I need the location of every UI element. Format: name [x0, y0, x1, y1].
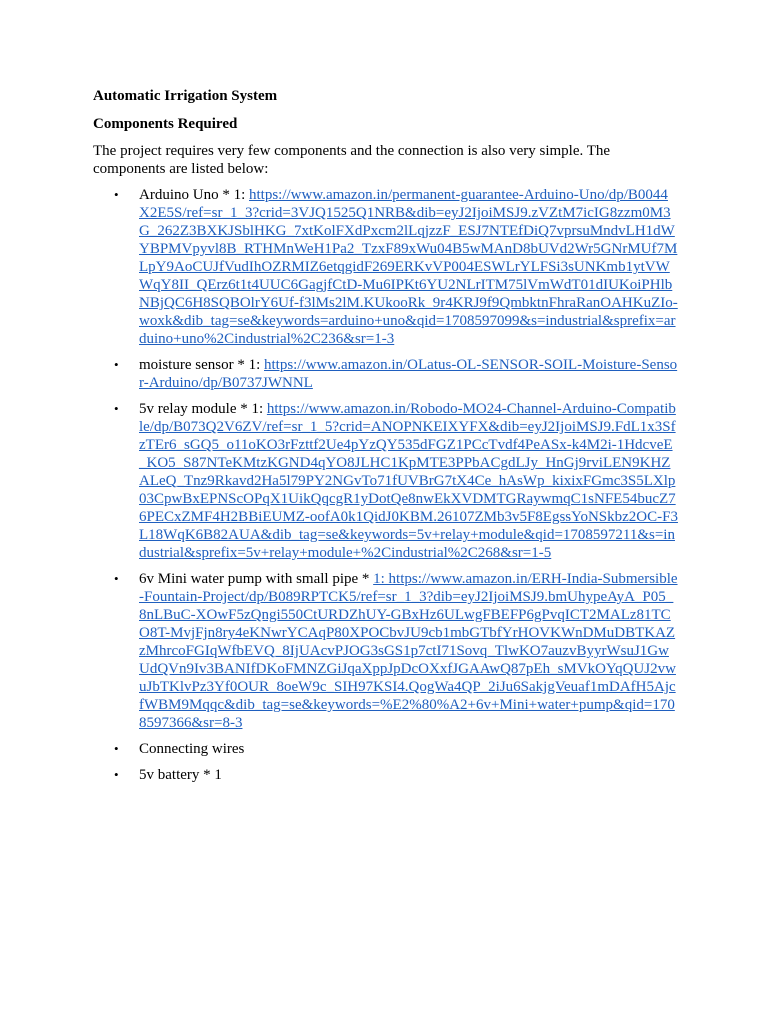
list-item [93, 356, 678, 392]
list-item [93, 400, 678, 562]
list-item [93, 570, 678, 732]
bullet-icon: • [114, 401, 119, 416]
amazon-link-water-pump[interactable]: 1: https://www.amazon.in/ERH-India-Submersible-Fountain-Project/dp/B089RPTCK5/ref=sr_1_3?dib=eyJ2IjoiMSJ9.bmUhypeAyA_P05_8nLBuC-XOwF5zQngi550CtURDZhUY-GBxHz6ULwgFBEFP6gPvqICT2MALz81TCO8T-MvjFjn8ry4eKNwrYCAqP80XPOCbvJU9cb1mbGTbfYrHOVKWnDMuDBTKAZzMhrcoFGIqWfbEVQ_8IjUAcvPJOG3sGS1p7ctI71Sovq_TlwKO7auzvByyrWsuJ1GwUdQVn9Iv3BANIfDKoFMNZGiJqaXppJpDcOXxfJGAAwQ87pEh_sMVkOYqQUJ2vwuJbTKlvPz3Yf0OUR_8oeW9c_SIH97KSI4.QogWa4QP_2iJu6SakjgVeuaf1mDAfH5AjcfWBM9Mqqc&dib_tag=se&keywords=%E2%80%A2+6v+Mini+water+pump&qid=1708597366&sr=8-3 [139, 571, 678, 731]
list-item-label: 5v battery * 1 [139, 767, 222, 783]
bullet-icon: • [114, 187, 119, 202]
list-item-label: 5v relay module * 1: [139, 401, 264, 417]
amazon-link-arduino[interactable]: https://www.amazon.in/permanent-guarantee-Arduino-Uno/dp/B0044X2E5S/ref=sr_1_3?crid=3VJQ1525Q1NRB&dib=eyJ2IjoiMSJ9.zVZtM7icIG8zzm0M3G_262Z3BXKJSblHKG_7xtKolFXdPxcm2lLqjzzF_ESJ7NTEfDiQ7vprsuMndvLH1dWYBPMVpyvl8B_RTHMnWeH1Pa2_TzxF89xWu04B5wMAnD8bUVd2Wr5GNrMUf7MLpY9AoCUJfVudIhOZRMIZ6etqgidF269ERKvVP004ESWLrYLFSi3sUNKmb1ytVWWqY8II_QErz6t1t4UUC6GagjfCtD-Mu6IPKt6YU2NLrITM75lVmWdT01dIUKoiPHlbNBjQC6H8SQBOlrY6Uf-f3lMs2lM.KUkooRk_9r4KRJ9f9QmbktnFhraRanOAHKuZIo-woxk&dib_tag=se&keywords=arduino+uno&qid=1708597099&s=industrial&sprefix=arduino+uno%2Cindustrial%2C236&sr=1-3 [139, 187, 678, 347]
list-item [93, 766, 678, 784]
list-item [93, 186, 678, 348]
list-item-label: moisture sensor * 1: [139, 357, 261, 373]
components-list [93, 186, 678, 784]
amazon-link-relay-module[interactable]: https://www.amazon.in/Robodo-MO24-Channel-Arduino-Compatible/dp/B073Q2V6ZV/ref=sr_1_5?crid=ANOPNKEIXYFX&dib=eyJ2IjoiMSJ9.FdL1x3SfzTEr6_sGQ5_o11oKO3rFzttf2Ue4pYzQY535dFGZ1PCcTvdf4PeASx-k4M2i-1HdcveE_KO5_S87NTeKMtzKGND4qYO8JLHC1KpMTE3PPbACgdLJy_HnGj9rviLEN9KHZALeQ_Tnz9Rkavd2Ha5l79PY2NGvTo71fUVBrG7tX4Ce_hAsWp_kixixFGmc3S5LXlp03CpwBxEPNScOPqX1UikQqcgR1yDotQe8nwEkXVDMTGRaywmqC1sNFE54bucZ76PECxZMF4H2BBiEUMZ-oofA0k1QidJ0KBM.26107ZMb3v5F8EgssYoNSkbz2OC-F3L18WqK6B82AUA&dib_tag=se&keywords=5v+relay+module&qid=1708597211&s=industrial&sprefix=5v+relay+module+%2Cindustrial%2C268&sr=1-5 [139, 401, 678, 561]
list-item [93, 740, 678, 758]
list-item-label: 6v Mini water pump with small pipe * [139, 571, 370, 587]
bullet-icon: • [114, 357, 119, 372]
bullet-icon: • [114, 741, 119, 756]
intro-paragraph: The project requires very few components and the connection is also very simple. The components are listed below: [93, 143, 611, 177]
document-title: Automatic Irrigation System [93, 88, 278, 104]
amazon-link-moisture-sensor[interactable]: https://www.amazon.in/OLatus-OL-SENSOR-SOIL-Moisture-Sensor-Arduino/dp/B0737JWNNL [139, 357, 678, 391]
list-item-label: Connecting wires [139, 741, 245, 757]
bullet-icon: • [114, 767, 119, 782]
list-item-label: Arduino Uno * 1: [139, 187, 246, 203]
bullet-icon: • [114, 571, 119, 586]
section-heading: Components Required [93, 116, 238, 132]
